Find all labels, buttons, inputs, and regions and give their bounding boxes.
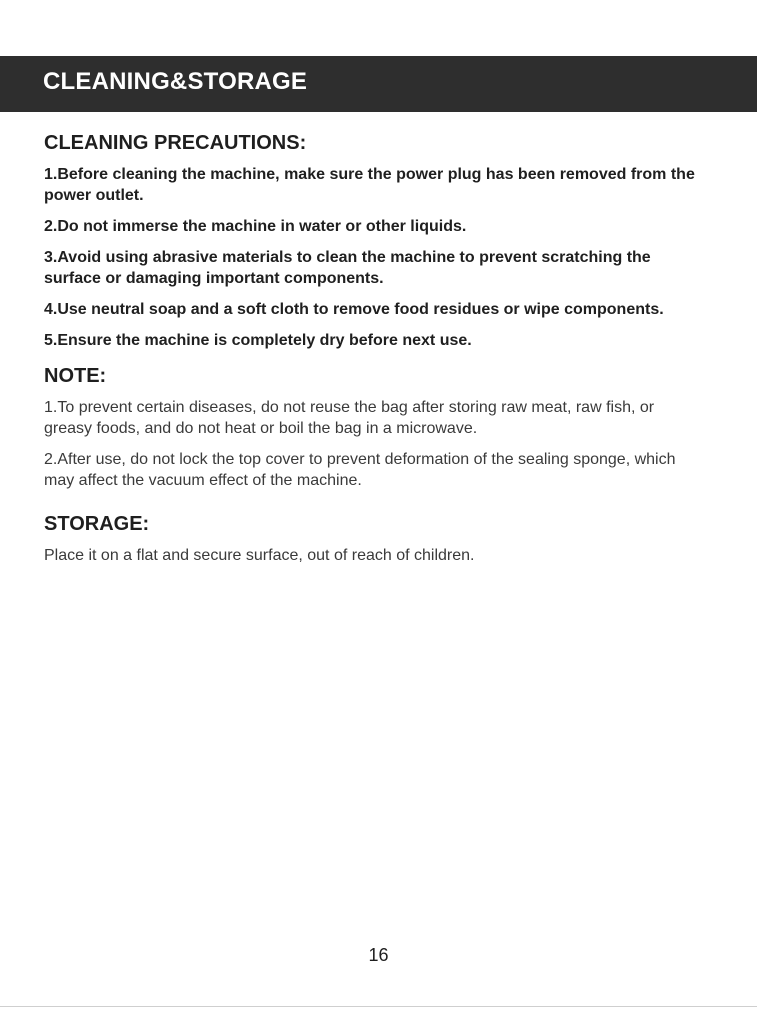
- precaution-item: 2.Do not immerse the machine in water or other liquids.: [44, 218, 467, 235]
- precaution-item: 3.Avoid using abrasive materials to clean the machine to prevent scratching the surface or damaging important components.: [44, 249, 651, 287]
- page-title: CLEANING&STORAGE: [43, 68, 308, 95]
- note-heading: NOTE:: [44, 365, 107, 387]
- precaution-item: 4.Use neutral soap and a soft cloth to remove food residues or wipe components.: [44, 301, 664, 318]
- note-item: 2.After use, do not lock the top cover to prevent deformation of the sealing sponge, which may affect the vacuum effect of the machine.: [44, 451, 676, 489]
- bottom-divider: [0, 1006, 757, 1007]
- note-item: 1.To prevent certain diseases, do not reuse the bag after storing raw meat, raw fish, or greasy foods, and do not heat or boil the bag in a microwave.: [44, 399, 655, 437]
- cleaning-precautions-section: [44, 130, 704, 351]
- precaution-item: 1.Before cleaning the machine, make sure the power plug has been removed from the power outlet.: [44, 166, 695, 204]
- page-number: 16: [368, 945, 389, 965]
- precaution-item: 5.Ensure the machine is completely dry before next use.: [44, 332, 472, 349]
- storage-heading: STORAGE:: [44, 513, 150, 535]
- page-content: [44, 130, 704, 576]
- note-section: [44, 363, 704, 491]
- storage-text: Place it on a flat and secure surface, out of reach of children.: [44, 547, 475, 564]
- cleaning-precautions-heading: CLEANING PRECAUTIONS:: [44, 132, 307, 154]
- storage-section: [44, 511, 704, 566]
- section-header-bar: [0, 56, 757, 112]
